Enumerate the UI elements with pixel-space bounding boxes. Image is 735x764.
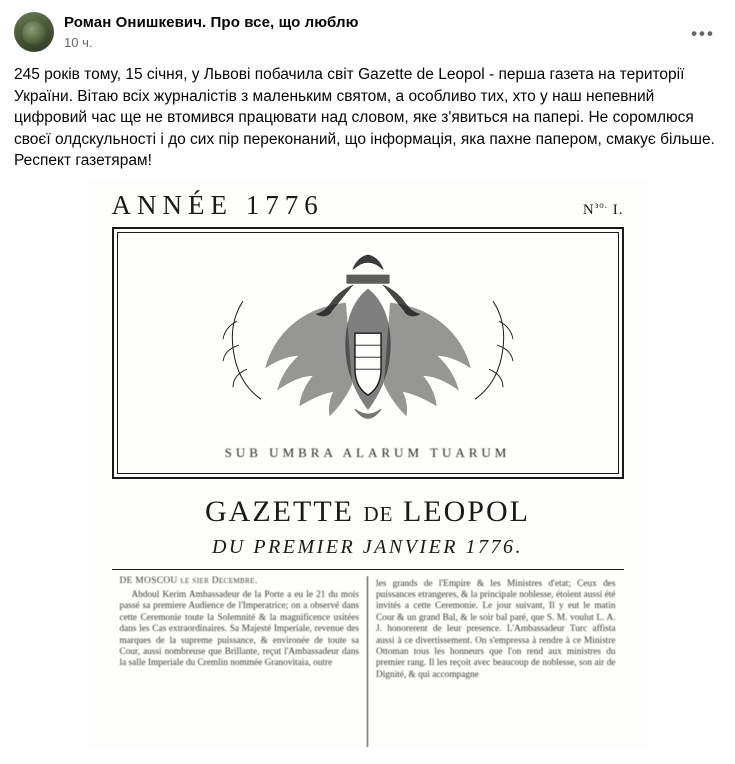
newspaper-topline [106,190,630,221]
more-options-icon[interactable]: ••• [691,24,715,43]
newspaper-column-right [368,576,624,747]
newspaper-column-left-text: Abdoul Kerim Ambassadeur de la Porte a eu le 21 du mois passé sa premiere Audience de l'Imperatrice; on a observé dans cette Ceremonie toute la Solemnité & la magnificence usitées dans les Cas extraordinaires. Sa Majesté Imperiale, revenue des marques de la supreme puissance, & environée de toute sa Cour, aussi nombreuse que Brillante, reçut l'Ambassadeur dans la salle Imperiale du Cremlin nommée Granovitaia, outre [119,589,359,669]
masthead-gazette: GAZETTE [205,494,354,528]
issue-n: N [582,201,595,218]
double-headed-eagle-icon [203,241,533,456]
issue-value: I. [612,201,624,218]
newspaper-columns [112,576,624,747]
avatar[interactable] [14,12,54,52]
coat-of-arms-frame [112,227,624,479]
newspaper-masthead [106,495,630,529]
post-text: 245 років тому, 15 січня, у Львові побачила світ Gazette de Leopol - перша газета на території України. Вітаю всіх журналістів з маленьким святом, а особливо тих, хто у наш непевний цифровий час ще не втомився працювати над словом, яке з'явиться на папері. Не соромлюся своєї олдскульності і до сих пір переконаний, що інформація, яка пахне папером, смакує більше. Респект газетярам! [14,66,715,169]
post-image[interactable] [0,182,735,747]
newspaper-column-right-text: les grands de l'Empire & les Ministres d'etat; Ceux des puissances etrangeres, & la principale noblesse, étoient aussi été invités a cette Ceremonie. Le jour suivant, Il y eut le matin Cour & un grand Bal, & le soir bal paré, que S. M. voulut L. A. J. honorerent de leur presence. L'Ambassadeur Turc affista aussi à ce divertissement. On s'empressa à rendre à ce Ministre Ottoman tous les honneurs que l'on rend aux ministres du premier rang. Il les reçoit avec beaucoup de noblesse, son air de Dignité, & qui accompagne [376,578,616,680]
post-meta [64,34,359,51]
newspaper-dateline: DE MOSCOU le sier Decembre. [119,575,258,586]
newspaper-divider [112,569,624,570]
newspaper-motto: SUB UMBRA ALARUM TUARUM [224,444,511,460]
post-timestamp[interactable]: 10 ч. [64,35,93,50]
newspaper-subtitle: DU PREMIER JANVIER 1776. [211,535,524,558]
newspaper-column-left [112,576,369,747]
author-name[interactable]: Роман Онишкевич. Про все, що люблю [64,14,359,31]
newspaper-scan [88,182,648,747]
newspaper-issue-number [583,200,624,219]
post-header [0,0,735,58]
newspaper-year: ANNÉE 1776 [111,189,324,220]
issue-sup: зо. [594,199,608,210]
masthead-leopol: LEOPOL [402,494,530,528]
post-header-text [64,12,359,51]
masthead-de: DE [363,501,394,526]
